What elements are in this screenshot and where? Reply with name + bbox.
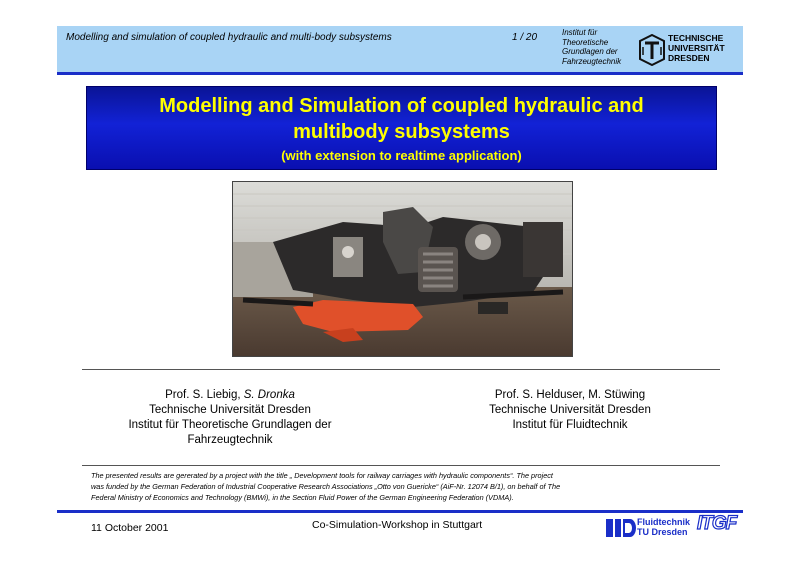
affiliation-line: Fahrzeugtechnik [187,434,273,446]
footer-date: 11 October 2001 [91,522,169,534]
author-names-plain: Prof. S. Liebig, [165,389,244,401]
affiliation-line: Institut für Fluidtechnik [512,419,628,431]
header-rule [57,72,743,75]
fluid-line: TU Dresden [637,527,688,537]
bogie-photo [232,181,573,357]
funding-line: Federal Ministry of Economics and Technology (BMWi), in the Section Fluid Power of the German Engineering Federation (VDMA). [91,493,514,502]
funding-note [91,470,716,503]
slide-title-line2: multibody subsystems [293,121,510,143]
affiliation-line: Institut für Theoretische Grundlagen der [128,419,332,431]
fluid-line: Fluidtechnik [637,517,691,527]
itgf-logo: ITGF [697,513,737,534]
slide-subtitle: (with extension to realtime application) [281,148,522,163]
institute-line: Fahrzeugtechnik [562,56,622,66]
page-number: 1 / 20 [512,32,538,43]
separator [82,369,720,370]
institute-line: Theoretische [562,37,609,47]
fluidtechnik-logo-icon [606,517,636,539]
author-block-right [440,388,700,433]
author-names-italic: S. Dronka [243,389,295,401]
affiliation-line: Technische Universität Dresden [489,404,651,416]
funding-line: The presented results are gererated by a project with the title „ Development tools for railway carriages with hydraulic components“. The project [91,471,553,480]
title-box [86,86,717,170]
institute-line: Grundlagen der [562,47,618,56]
author-names [95,388,365,403]
header-title: Modelling and simulation of coupled hydraulic and multi-body subsystems [66,32,392,43]
tu-dresden-logo-icon [638,34,666,66]
author-block-left [95,388,365,448]
author-names: Prof. S. Helduser, M. Stüwing [494,389,646,401]
footer-event: Co-Simulation-Workshop in Stuttgart [312,519,483,531]
university-name [668,33,725,63]
university-line: TECHNISCHE [668,33,724,43]
university-line: UNIVERSITÄT [668,43,725,53]
footer-rule [57,510,743,513]
affiliation-line: Technische Universität Dresden [149,404,311,416]
institute-name [562,28,621,66]
institute-line: Institut für [562,28,598,37]
university-line: DRESDEN [668,53,710,63]
slide-title-line1: Modelling and Simulation of coupled hydraulic and [159,95,644,117]
funding-line: was funded by the German Federation of Industrial Cooperative Research Associations „Otto von Guericke“ (AiF-Nr. 12074 B/1), on behalf of The [91,482,561,491]
separator [82,465,720,466]
fluidtechnik-name [637,517,690,537]
